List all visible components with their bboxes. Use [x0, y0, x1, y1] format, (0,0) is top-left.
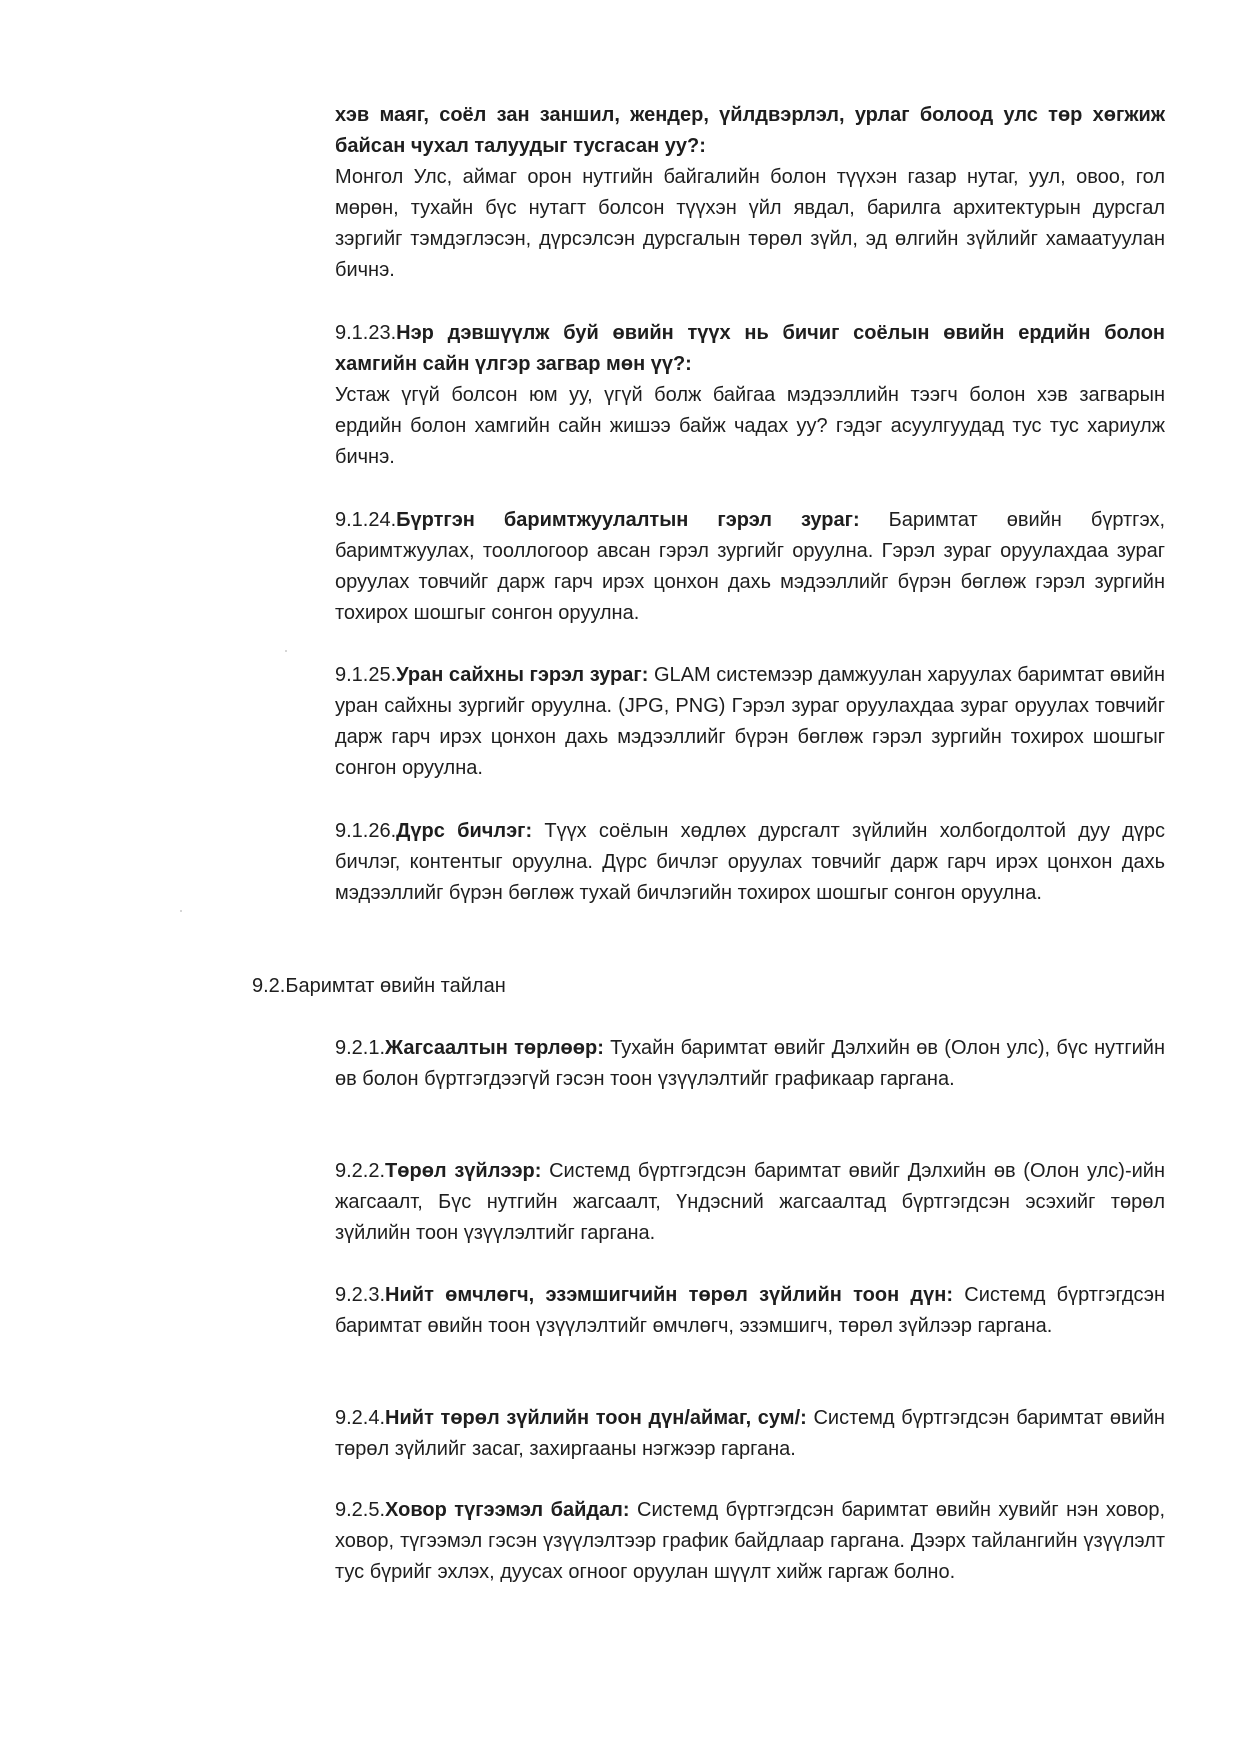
- section-9-2-5: [335, 1495, 1165, 1588]
- section-text: Баримтат өвийн бүртгэх, баримтжуулах, тооллогоор авсан гэрэл зургийг оруулна. Гэрэл зураг оруулахдаа зураг оруулах товчийг дарж гарч ирэх цонхон дахь мэдээллийг бүрэн бөглөж гэрэл зургийн тохирох шошгыг сонгон оруулна.: [335, 509, 1165, 624]
- section-text: Системд бүртгэгдсэн баримтат өвийн тоон үзүүлэлтийг өмчлөгч, эзэмшигч, төрөл зүйлээр гаргана.: [335, 1284, 1166, 1337]
- section-9-1-24: [335, 505, 1165, 629]
- section-title: Нэр дэвшүүлж буй өвийн түүх нь бичиг соёлын өвийн ердийн болон хамгийн сайн үлгэр загвар мөн үү?:: [335, 322, 1165, 375]
- section-text: Системд бүртгэгдсэн баримтат өвийг Дэлхийн өв (Олон улс)-ийн жагсаалт, Бүс нутгийн жагсаалт, Үндэсний жагсаалтад бүртгэгдсэн эсэхийг төрөл зүйлийн тоон үзүүлэлтийг гаргана.: [335, 1160, 1165, 1244]
- section-number: 9.2.2.: [335, 1160, 386, 1182]
- intro-paragraph: [335, 100, 1165, 286]
- scan-speck: [180, 910, 182, 912]
- section-text: Устаж үгүй болсон юм уу, үгүй болж байгаа мэдээллийн тээгч болон хэв загварын ердийн болон хамгийн сайн жишээ байж чадах уу? гэдэг асуулгуудад тус тус хариулж бичнэ.: [335, 384, 1165, 468]
- scan-speck: [285, 650, 287, 652]
- section-text: Системд бүртгэгдсэн баримтат өвийн хувийг нэн ховор, ховор, түгээмэл гэсэн үзүүлэлтээр график байдлаар гаргана. Дээрх тайлангийн үзүүлэлт тус бүрийг эхлэх, дуусах огноог оруулан шүүлт хийж гаргаж болно.: [335, 1499, 1166, 1583]
- section-text: GLAM системээр дамжуулан харуулах баримтат өвийн уран сайхны зургийг оруулна. (JPG, PNG) Гэрэл зураг оруулахдаа зураг оруулах товчийг дарж гарч ирэх цонхон дахь мэдээллийг бүрэн бөглөж гэрэл зургийн тохирох шошгыг сонгон оруулна.: [335, 664, 1165, 779]
- section-title: Жагсаалтын төрлөөр:: [385, 1037, 604, 1059]
- section-title: Бүртгэн баримтжуулалтын гэрэл зураг:: [396, 509, 860, 531]
- section-text: Системд бүртгэгдсэн баримтат өвийн төрөл зүйлийг засаг, захиргааны нэгжээр гаргана.: [335, 1407, 1165, 1460]
- section-9-2-1: [335, 1033, 1165, 1095]
- section-title: Ховор түгээмэл байдал:: [385, 1499, 630, 1521]
- section-title: Дүрс бичлэг:: [396, 820, 533, 842]
- section-9-2-2: [335, 1156, 1165, 1249]
- section-title: Уран сайхны гэрэл зураг:: [396, 664, 649, 686]
- section-number: 9.1.24.: [335, 509, 397, 531]
- section-title: Нийт төрөл зүйлийн тоон дүн/аймаг, сум/:: [385, 1407, 807, 1429]
- section-9-2-4: [335, 1403, 1165, 1465]
- section-9-1-26: [335, 816, 1165, 909]
- intro-question: хэв маяг, соёл зан заншил, жендер, үйлдвэрлэл, урлаг болоод улс төр хөгжиж байсан чухал талуудыг тусгасан уу?:: [335, 104, 1165, 157]
- section-number: 9.1.25.: [335, 664, 397, 686]
- intro-text: Монгол Улс, аймаг орон нутгийн байгалийн болон түүхэн газар нутаг, уул, овоо, гол мөрөн, тухайн бүс нутагт болсон түүхэн үйл явдал, барилга архитектурын дурсгал зэргийг тэмдэглэсэн, дүрсэлсэн дурсгалын төрөл зүйл, эд өлгийн зүйлийг хамаатуулан бичнэ.: [335, 166, 1165, 281]
- section-text: Түүх соёлын хөдлөх дурсгалт зүйлийн холбогдолтой дуу дүрс бичлэг, контентыг оруулна. Дүрс бичлэг оруулах товчийг дарж гарч ирэх цонхон дахь мэдээллийг бүрэн бөглөж тухай бичлэгийн тохирох шошгыг сонгон оруулна.: [335, 820, 1165, 904]
- section-title: Төрөл зүйлээр:: [385, 1160, 542, 1182]
- section-9-2-heading: 9.2.Баримтат өвийн тайлан: [252, 975, 506, 997]
- section-number: 9.1.26.: [335, 820, 397, 842]
- section-number: 9.1.23.: [335, 322, 397, 344]
- section-9-2-3: [335, 1280, 1165, 1342]
- section-number: 9.2.3.: [335, 1284, 386, 1306]
- section-title: Нийт өмчлөгч, эзэмшигчийн төрөл зүйлийн тоон дүн:: [385, 1284, 953, 1306]
- section-9-1-23: [335, 318, 1165, 473]
- section-9-1-25: [335, 660, 1165, 784]
- section-text: Тухайн баримтат өвийг Дэлхийн өв (Олон улс), бүс нутгийн өв болон бүртгэгдээгүй гэсэн тоон үзүүлэлтийг графикаар гаргана.: [335, 1037, 1165, 1090]
- section-number: 9.2.4.: [335, 1407, 386, 1429]
- section-number: 9.2.1.: [335, 1037, 386, 1059]
- section-number: 9.2.5.: [335, 1499, 386, 1521]
